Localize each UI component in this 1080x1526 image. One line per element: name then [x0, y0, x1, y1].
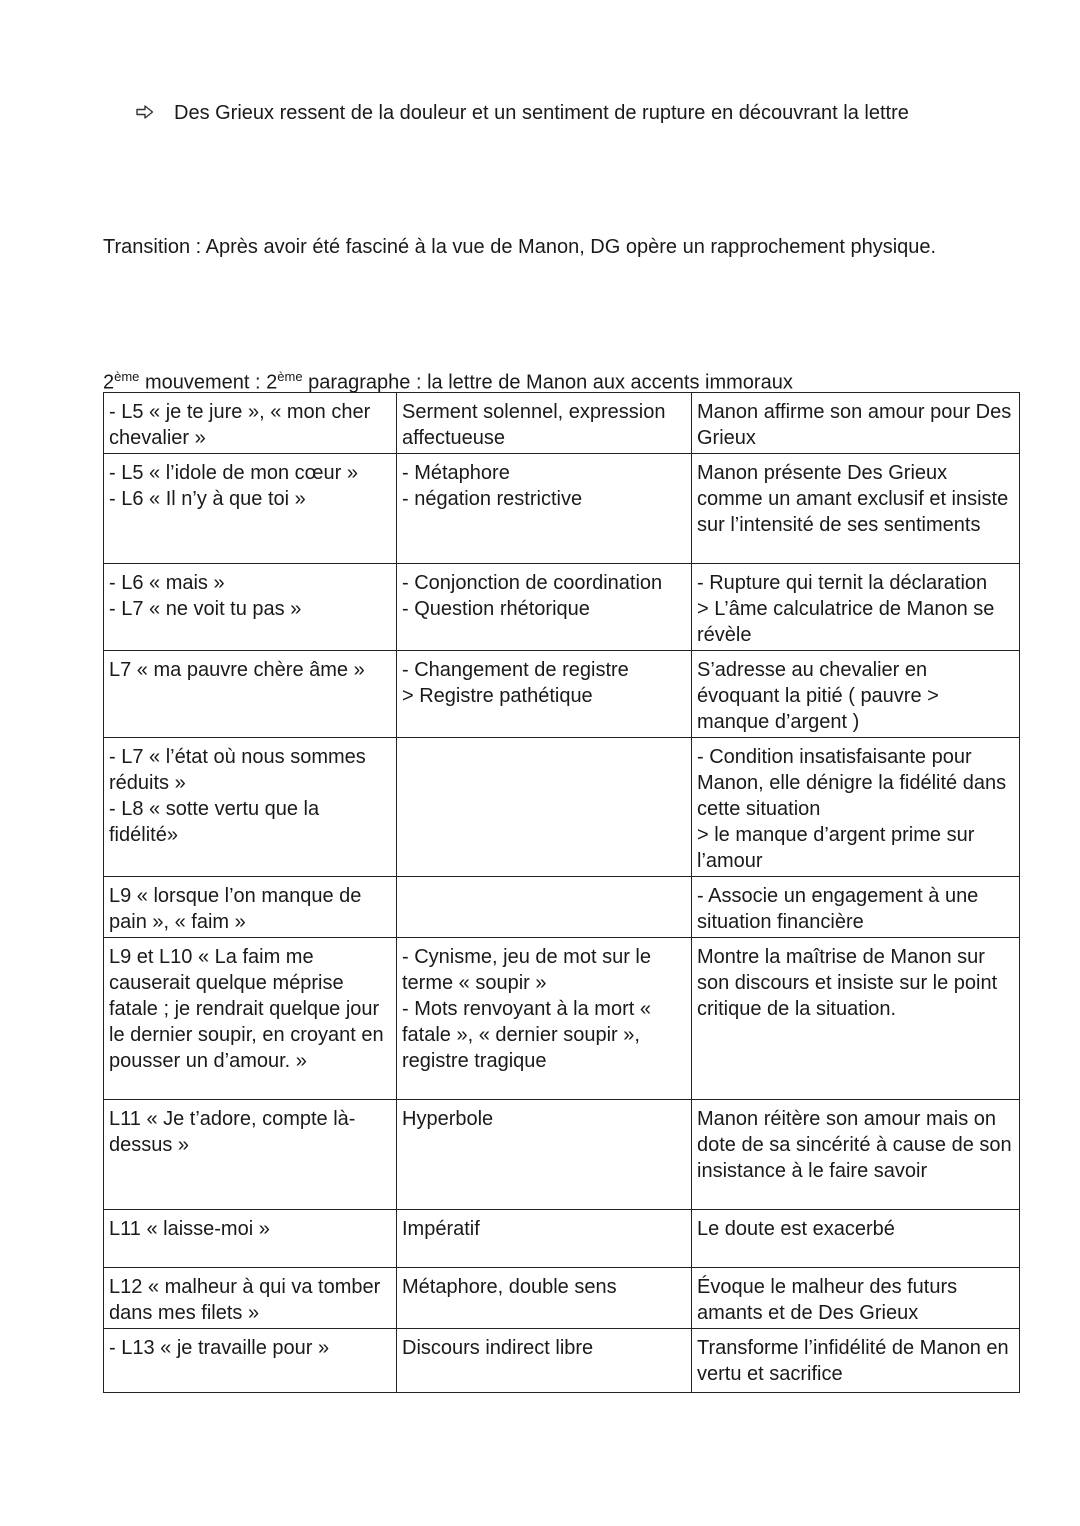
cell-line: - Métaphore: [402, 462, 510, 484]
table-row: [104, 564, 1020, 651]
cell-effet: [692, 877, 1020, 938]
cell-quote: [104, 738, 397, 877]
cell-line: Le doute est exacerbé: [697, 1218, 895, 1240]
cell-line: - L7 « l’état où nous sommes réduits »: [109, 746, 366, 794]
cell-procede: [397, 1210, 692, 1268]
cell-line: - L7 « ne voit tu pas »: [109, 598, 302, 620]
cell-line: Transforme l’infidélité de Manon en vertu et sacrifice: [697, 1337, 1009, 1385]
cell-line: Évoque le malheur des futurs amants et de Des Grieux: [697, 1276, 958, 1324]
table-row: [104, 738, 1020, 877]
cell-line: Manon présente Des Grieux comme un amant exclusif et insiste sur l’intensité de ses sentiments: [697, 462, 1009, 536]
cell-line: > le manque d’argent prime sur l’amour: [697, 824, 975, 872]
cell-procede: [397, 1100, 692, 1210]
cell-line: - Rupture qui ternit la déclaration: [697, 572, 988, 594]
section-heading: 2ème mouvement : 2ème paragraphe : la lettre de Manon aux accents immoraux: [103, 369, 793, 394]
table-row: [104, 1100, 1020, 1210]
cell-effet: [692, 1268, 1020, 1329]
cell-effet: [692, 1100, 1020, 1210]
cell-line: - L5 « je te jure », « mon cher chevalier »: [109, 401, 371, 449]
table-row: [104, 1210, 1020, 1268]
arrow-right-icon: [136, 102, 156, 125]
conclusion-text: Des Grieux ressent de la douleur et un sentiment de rupture en découvrant la lettre: [174, 102, 909, 124]
cell-line: - Changement de registre: [402, 659, 629, 681]
cell-effet: [692, 1329, 1020, 1393]
cell-line: - L6 « Il n’y à que toi »: [109, 488, 306, 510]
cell-line: S’adresse au chevalier en évoquant la pitié ( pauvre > manque d’argent ): [697, 659, 939, 733]
cell-quote: [104, 651, 397, 738]
table-row: [104, 393, 1020, 454]
cell-line: Serment solennel, expression affectueuse: [402, 401, 666, 449]
cell-line: Manon réitère son amour mais on dote de sa sincérité à cause de son insistance à le faire savoir: [697, 1108, 1012, 1182]
cell-line: L12 « malheur à qui va tomber dans mes filets »: [109, 1276, 381, 1324]
cell-procede: [397, 1329, 692, 1393]
cell-effet: [692, 938, 1020, 1100]
cell-line: Impératif: [402, 1218, 480, 1240]
cell-procede: [397, 454, 692, 564]
analysis-table: [103, 392, 1020, 1393]
cell-effet: [692, 1210, 1020, 1268]
cell-line: Montre la maîtrise de Manon sur son discours et insiste sur le point critique de la situation.: [697, 946, 998, 1020]
table-row: [104, 1329, 1020, 1393]
cell-line: - Condition insatisfaisante pour Manon, elle dénigre la fidélité dans cette situation: [697, 746, 1007, 820]
cell-line: > Registre pathétique: [402, 685, 593, 707]
cell-line: - L8 « sotte vertu que la fidélité»: [109, 798, 320, 846]
cell-line: - Cynisme, jeu de mot sur le terme « soupir »: [402, 946, 651, 994]
cell-line: - négation restrictive: [402, 488, 583, 510]
conclusion-line: [136, 102, 909, 125]
cell-effet: [692, 393, 1020, 454]
table-row: [104, 1268, 1020, 1329]
cell-quote: [104, 1268, 397, 1329]
cell-line: Hyperbole: [402, 1108, 494, 1130]
cell-procede: [397, 738, 692, 877]
cell-line: L11 « laisse-moi »: [109, 1218, 270, 1240]
table-row: [104, 651, 1020, 738]
cell-line: L7 « ma pauvre chère âme »: [109, 659, 365, 681]
cell-quote: [104, 1100, 397, 1210]
cell-line: Discours indirect libre: [402, 1337, 594, 1359]
cell-quote: [104, 938, 397, 1100]
cell-procede: [397, 938, 692, 1100]
cell-procede: [397, 564, 692, 651]
table-row: [104, 938, 1020, 1100]
table-row: [104, 454, 1020, 564]
cell-line: - Question rhétorique: [402, 598, 590, 620]
cell-procede: [397, 877, 692, 938]
cell-line: - L6 « mais »: [109, 572, 225, 594]
cell-effet: [692, 738, 1020, 877]
cell-line: - L13 « je travaille pour »: [109, 1337, 330, 1359]
cell-effet: [692, 564, 1020, 651]
cell-line: - Conjonction de coordination: [402, 572, 663, 594]
transition-paragraph: Transition : Après avoir été fasciné à la vue de Manon, DG opère un rapprochement physique.: [103, 236, 937, 258]
cell-procede: [397, 651, 692, 738]
cell-line: L9 « lorsque l’on manque de pain », « faim »: [109, 885, 362, 933]
cell-line: Métaphore, double sens: [402, 1276, 617, 1298]
cell-quote: [104, 393, 397, 454]
cell-line: L11 « Je t’adore, compte là-dessus »: [109, 1108, 356, 1156]
cell-effet: [692, 454, 1020, 564]
cell-line: - Associe un engagement à une situation financière: [697, 885, 979, 933]
cell-line: Manon affirme son amour pour Des Grieux: [697, 401, 1012, 449]
cell-quote: [104, 877, 397, 938]
cell-quote: [104, 1329, 397, 1393]
cell-line: - Mots renvoyant à la mort « fatale », « dernier soupir », registre tragique: [402, 998, 651, 1072]
cell-quote: [104, 454, 397, 564]
cell-effet: [692, 651, 1020, 738]
cell-line: - L5 « l’idole de mon cœur »: [109, 462, 359, 484]
cell-procede: [397, 1268, 692, 1329]
cell-procede: [397, 393, 692, 454]
cell-quote: [104, 564, 397, 651]
table-row: [104, 877, 1020, 938]
cell-line: > L’âme calculatrice de Manon se révèle: [697, 598, 995, 646]
cell-quote: [104, 1210, 397, 1268]
cell-line: L9 et L10 « La faim me causerait quelque méprise fatale ; je rendrait quelque jour le dernier soupir, en croyant en pousser un d’amour. »: [109, 946, 384, 1072]
